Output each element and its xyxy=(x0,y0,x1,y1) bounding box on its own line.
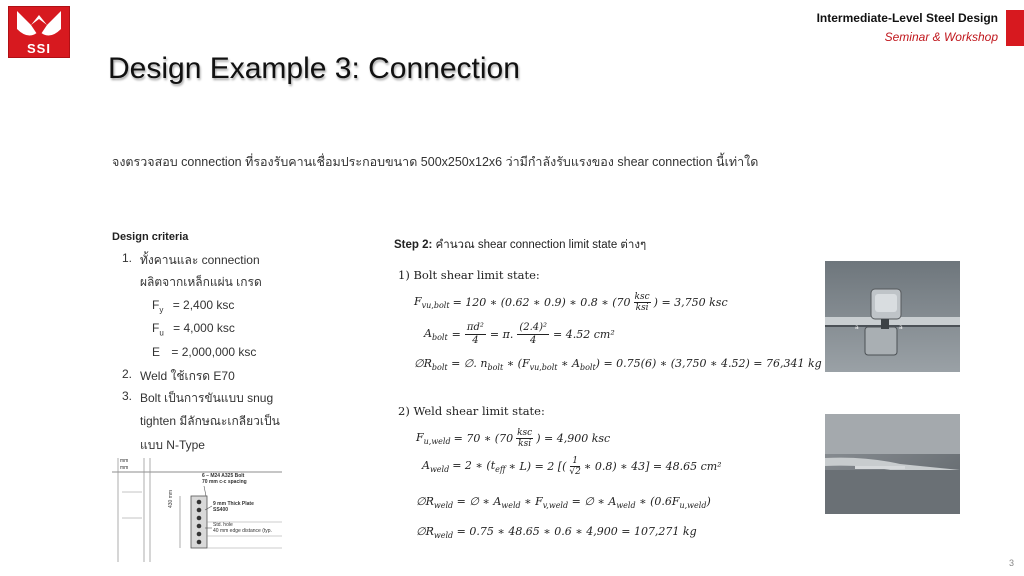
bolt-label: 6 – M24 A325 Bolt xyxy=(202,473,245,479)
bolt-eq2-lhs-sub: bolt xyxy=(431,333,448,343)
criteria-item-1-line-2: ผลิตจากเหล็กแผ่น เกรด xyxy=(140,275,262,289)
bolt-eq3-d: ∗ A xyxy=(561,357,580,370)
bolt-eq2-lhs: A xyxy=(424,326,432,340)
bolt-eq2-fraction-1 xyxy=(465,322,486,347)
weld-eq4-a-sub: weld xyxy=(433,531,454,541)
header-accent-bar xyxy=(1006,10,1024,46)
bolt-eq2-num2: (2.4)² xyxy=(519,322,548,333)
criteria-item-1-line-1: ทั้งคานและ connection xyxy=(140,253,260,267)
bolt-eq3-e: ) = 0.75(6) ∗ (3,750 ∗ 4.52) = 76,341 kg xyxy=(595,357,822,370)
weld-eq3-b-sub: weld xyxy=(501,501,521,511)
weld-heading: 2) Weld shear limit state: xyxy=(398,404,545,418)
weld-eq2-numerator: 1 xyxy=(572,456,578,466)
edge-distance-label: 40 mm edge distance (typ. xyxy=(213,528,272,534)
bolt-eq3-c-sub: vu,bolt xyxy=(529,363,558,373)
fy-symbol: F xyxy=(152,298,160,312)
bolt-eq1-mid: = 120 ∗ (0.62 ∗ 0.9) ∗ 0.8 ∗ (70 xyxy=(452,296,631,309)
criteria-item-3-line-2: tighten มีลักษณะเกลียวเป็น xyxy=(140,414,280,428)
fy-value: = 2,400 ksc xyxy=(172,298,235,312)
criteria-item-2-number: 2. xyxy=(122,367,133,381)
step-heading xyxy=(394,236,646,254)
weld-eq3-d-sub: weld xyxy=(616,501,636,511)
weld-eq3-a-sub: weld xyxy=(433,501,454,511)
weld-eq1-end: ) = 4,900 ksc xyxy=(536,432,611,445)
bolt-eq2-num1: πd² xyxy=(466,322,484,333)
bolt-spacing-label: 70 mm c-c spacing xyxy=(202,479,247,485)
bolt-eq2-mid: = π. xyxy=(489,328,514,341)
weld-eq1-denominator: ksi xyxy=(518,439,532,449)
plate-grade-label: SS400 xyxy=(213,507,229,513)
bolt-photo xyxy=(825,261,960,372)
criteria-item-2: Weld ใช้เกรด E70 xyxy=(140,369,235,383)
e-symbol: E xyxy=(152,345,161,359)
weld-eq2-lhs: A xyxy=(422,458,430,472)
plate-label: 9 mm Thick Plate xyxy=(213,501,254,507)
dimension-label: 430 mm xyxy=(168,489,174,508)
weld-eq2-a: = 2 ∗ (t xyxy=(452,458,496,472)
bolt-heading: 1) Bolt shear limit state: xyxy=(398,268,540,282)
criteria-item-3-line-1: Bolt เป็นการขันแบบ snug xyxy=(140,391,274,405)
fy-property xyxy=(152,298,234,314)
connection-drawing-svg xyxy=(112,458,282,562)
logo-text: SSI xyxy=(27,41,51,56)
bolt-eq2-den1: 4 xyxy=(472,335,479,346)
weld-eq3-e-sub: u,weld xyxy=(679,501,707,511)
weld-equation-3 xyxy=(416,495,711,510)
weld-photo xyxy=(825,414,960,514)
weld-eq3-b: = ∅ ∗ A xyxy=(456,495,502,508)
bolt-eq2-equals: = xyxy=(451,328,461,341)
mm-label-1: mm xyxy=(120,458,129,464)
weld-eq1-lhs: F xyxy=(416,430,424,444)
weld-eq1-lhs-sub: u,weld xyxy=(423,437,451,447)
bolt-equation-2 xyxy=(424,322,615,347)
bolt-eq1-lhs-sub: vu,bolt xyxy=(421,301,450,311)
weld-eq3-e: ∗ (0.6F xyxy=(639,495,680,508)
bolt-eq3-d-sub: bolt xyxy=(579,363,596,373)
weld-eq2-lhs-sub: weld xyxy=(429,465,450,475)
weld-eq4-b: = 0.75 ∗ 48.65 ∗ 0.6 ∗ 4,900 = 107,271 kg xyxy=(456,525,697,538)
bolt-eq3-a: ∅R xyxy=(414,357,432,370)
bolt-eq1-denominator: ksi xyxy=(635,303,649,313)
criteria-heading: Design criteria xyxy=(112,231,189,243)
weld-eq1-mid: = 70 ∗ (70 xyxy=(453,432,514,445)
bolt-equation-1 xyxy=(414,292,728,313)
weld-eq1-fraction xyxy=(516,428,533,449)
fy-subscript: y xyxy=(159,305,164,315)
svg-text:a: a xyxy=(855,324,859,331)
bolt-eq1-numerator: ksc xyxy=(634,292,650,302)
bolt-eq2-end: = 4.52 cm² xyxy=(553,328,615,341)
weld-photo-graphic xyxy=(825,414,960,514)
e-value: = 2,000,000 ksc xyxy=(171,345,257,359)
bolt-eq3-b-sub: bolt xyxy=(487,363,504,373)
bolt-equation-3 xyxy=(414,357,822,372)
header-subtitle: Seminar & Workshop xyxy=(884,30,998,44)
weld-eq2-denominator: √2 xyxy=(569,467,581,477)
weld-eq3-f: ) xyxy=(706,495,711,508)
connection-drawing xyxy=(112,458,282,562)
bolt-eq1-fraction xyxy=(634,292,651,313)
bolt-eq3-a-sub: bolt xyxy=(431,363,448,373)
weld-equation-2 xyxy=(422,456,722,477)
criteria-item-3-number: 3. xyxy=(122,389,133,403)
hole-label: Std. hole xyxy=(213,522,233,528)
fu-symbol: F xyxy=(152,321,160,335)
weld-eq2-fraction xyxy=(569,456,580,477)
weld-equation-4 xyxy=(416,525,697,540)
e-property xyxy=(152,345,256,359)
weld-eq2-b: ∗ L) = 2 [( xyxy=(508,460,567,473)
weld-equation-1 xyxy=(416,428,610,449)
mm-label-2: mm xyxy=(120,465,129,471)
bolt-eq2-fraction-2 xyxy=(517,322,549,347)
weld-eq3-c-sub: v,weld xyxy=(542,501,569,511)
weld-eq2-a-sub: eff xyxy=(495,465,506,475)
header-title: Intermediate-Level Steel Design xyxy=(816,11,998,25)
question-text: จงตรวจสอบ connection ที่รองรับคานเชื่อมประกอบขนาด 500x250x12x6 ว่ามีกำลังรับแรงของ shear connection นี้เท่าใด xyxy=(112,155,759,169)
bolt-eq2-den2: 4 xyxy=(530,335,537,346)
bolt-eq1-end: ) = 3,750 ksc xyxy=(653,296,728,309)
bolt-eq1-lhs: F xyxy=(414,294,422,308)
weld-eq3-d: = ∅ ∗ A xyxy=(571,495,617,508)
criteria-item-1-number: 1. xyxy=(122,251,133,265)
weld-eq4-a: ∅R xyxy=(416,525,434,538)
weld-eq2-c: ∗ 0.8) ∗ 43] = 48.65 cm² xyxy=(583,460,722,473)
criteria-item-3-line-3: แบบ N-Type xyxy=(140,438,205,452)
weld-eq3-c: ∗ F xyxy=(524,495,543,508)
ssi-logo xyxy=(8,6,70,58)
fu-property xyxy=(152,321,235,337)
bolt-photo-graphic xyxy=(825,261,960,372)
logo-emblem-icon xyxy=(9,7,69,45)
page-number: 3 xyxy=(1008,558,1014,568)
bolt-eq3-c: ∗ (F xyxy=(506,357,530,370)
fu-subscript: u xyxy=(159,328,164,338)
step-text: คำนวณ shear connection limit state ต่างๆ xyxy=(435,239,647,251)
weld-eq1-numerator: ksc xyxy=(517,428,533,438)
fu-value: = 4,000 ksc xyxy=(173,321,235,335)
weld-eq3-a: ∅R xyxy=(416,495,434,508)
svg-text:a: a xyxy=(899,324,903,331)
bolt-eq3-b: = ∅. n xyxy=(451,357,488,370)
step-label: Step 2: xyxy=(394,239,433,251)
slide-title: Design Example 3: Connection xyxy=(108,52,520,85)
